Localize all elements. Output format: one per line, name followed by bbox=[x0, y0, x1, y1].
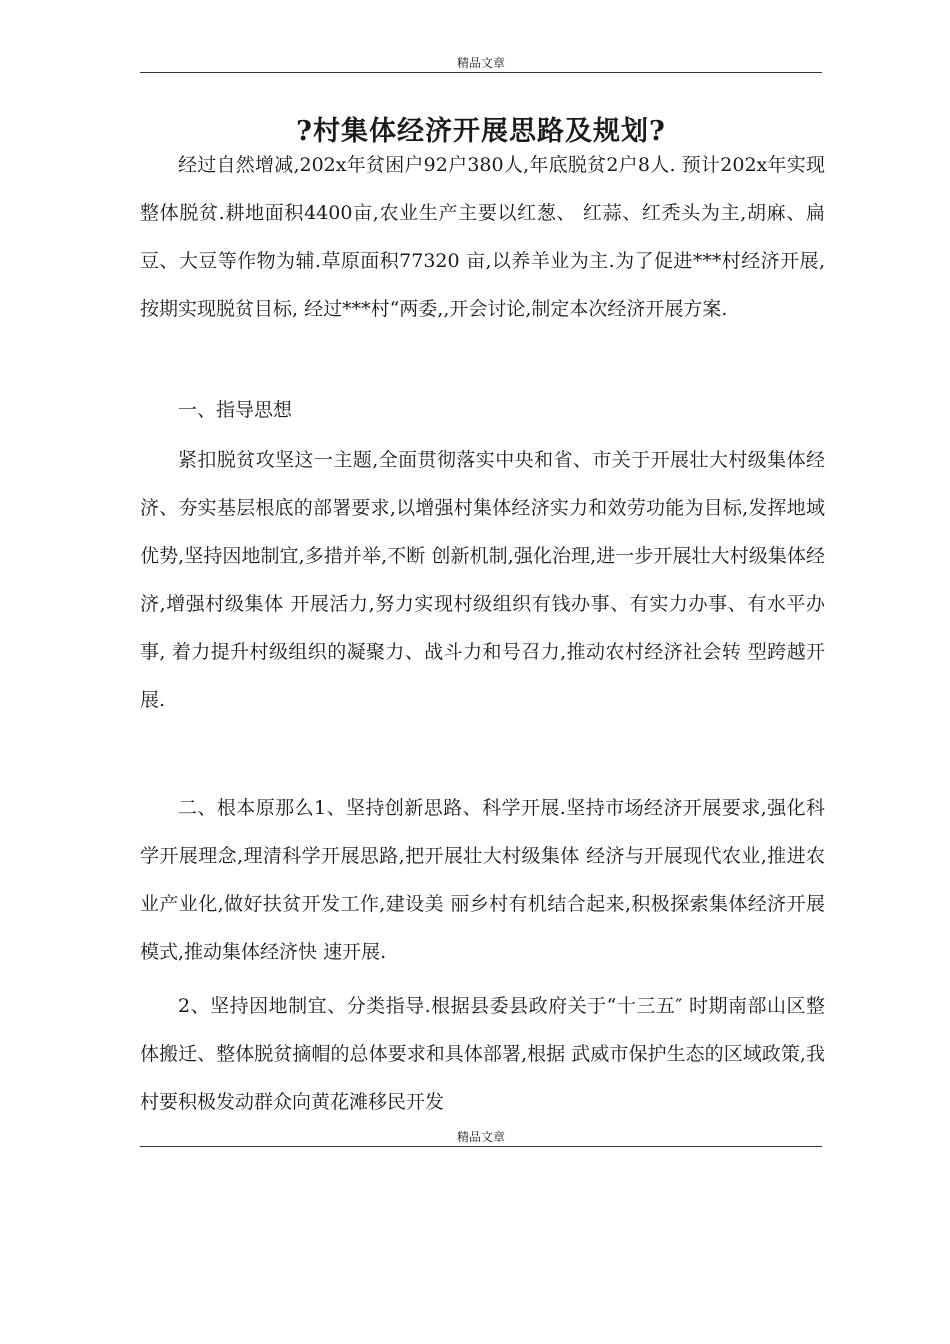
point2-paragraph: 2、坚持因地制宜、分类指导.根据县委县政府关于“十三五″ 时期南部山区整体搬迁、整体脱贫摘帽的总体要求和具体部署,根据 武威市保护生态的区域政策,我村要积极发动群众向黄花滩移民开发 bbox=[140, 995, 825, 1113]
section1-paragraph: 紧扣脱贫攻坚这一主题,全面贯彻落实中央和省、市关于开展壮大村级集体经济、夯实基层根底的部署要求,以增强村集体经济实力和效劳功能为目标,发挥地域优势,坚持因地制宜,多措并举,不断 创新机制,强化治理,进一步开展壮大村级集体经济,增强村级集体 开展活力,努力实现村级组织有钱办事、有实力办事、有水平办事, 着力提升村级组织的凝聚力、战斗力和号召力,推动农村经济社会转 型跨越开展. bbox=[140, 449, 825, 711]
section1-heading-block bbox=[140, 386, 825, 434]
header-label: 精品文章 bbox=[456, 56, 505, 70]
footer-label: 精品文章 bbox=[456, 1130, 505, 1144]
document-title: ?村集体经济开展思路及规划? bbox=[296, 116, 666, 148]
intro-paragraph: 经过自然增减,202x年贫困户92户380人,年底脱贫2户8人. 预计202x年实现整体脱贫.耕地面积4400亩,农业生产主要以红葱、 红蒜、红秃头为主,胡麻、扁豆、大豆等作物为辅.草原面积77320 亩,以养羊业为主.为了促进***村经济开展,按期实现脱贫目标, 经过***村“两委,,开会讨论,制定本次经济开展方案. bbox=[140, 154, 825, 320]
section2-paragraph: 二、根本原那么1、坚持创新思路、科学开展.坚持市场经济开展要求,强化科学开展理念,理清科学开展思路,把开展壮大村级集体 经济与开展现代农业,推进农业产业化,做好扶贫开发工作,建设美 丽乡村有机结合起来,积极探索集体经济开展模式,推动集体经济快 速开展. bbox=[140, 797, 825, 963]
section1-heading: 一、指导思想 bbox=[178, 399, 293, 421]
section2-body-block bbox=[140, 784, 825, 976]
point2-block bbox=[140, 982, 825, 1126]
page-footer bbox=[140, 1130, 822, 1147]
intro-section bbox=[140, 141, 825, 333]
section1-body-block bbox=[140, 436, 825, 724]
page-header bbox=[140, 56, 822, 73]
